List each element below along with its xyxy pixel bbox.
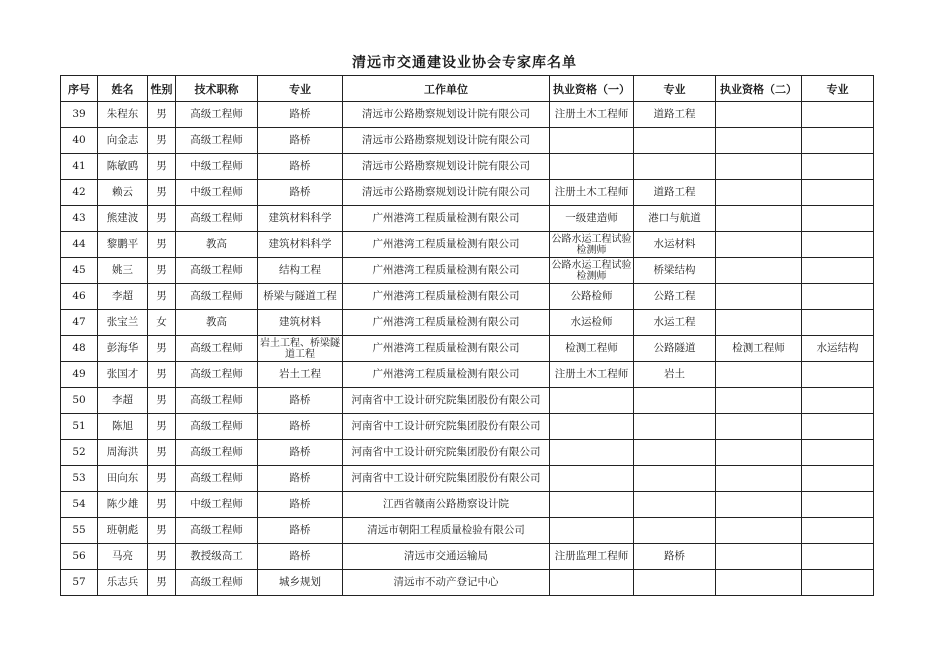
cell-qualification-1: 注册土木工程师: [550, 102, 634, 128]
cell-qualification-1: [550, 128, 634, 154]
cell-title: 中级工程师: [176, 154, 258, 180]
table-row: [61, 362, 874, 388]
cell-index: 40: [61, 128, 98, 154]
cell-gender: 男: [148, 258, 176, 284]
cell-qualification-2-major: [802, 544, 874, 570]
cell-employer: 江西省赣南公路勘察设计院: [343, 492, 550, 518]
table-header-row: [61, 76, 874, 102]
cell-qualification-1: 公路水运工程试验检测师: [551, 233, 632, 256]
header-name: 姓名: [98, 76, 148, 102]
cell-qualification-1-major: [634, 388, 716, 414]
table-row: [61, 518, 874, 544]
table-row: [61, 232, 874, 258]
cell-qualification-2: [716, 102, 802, 128]
cell-qualification-1: [550, 518, 634, 544]
cell-gender: 男: [148, 284, 176, 310]
cell-title: 高级工程师: [176, 466, 258, 492]
page-title: 清远市交通建设业协会专家库名单: [352, 55, 577, 71]
table-row: [61, 570, 874, 596]
cell-title: 高级工程师: [176, 336, 258, 362]
cell-qualification-1: [550, 414, 634, 440]
cell-qualification-2: [716, 128, 802, 154]
cell-gender: 男: [148, 102, 176, 128]
cell-major: 路桥: [258, 440, 343, 466]
cell-qualification-2: [716, 310, 802, 336]
cell-name: 张宝兰: [98, 310, 148, 336]
cell-major: 岩土工程、桥梁隧道工程: [258, 336, 343, 362]
cell-qualification-1-major: [634, 466, 716, 492]
cell-employer: 清远市朝阳工程质量检验有限公司: [343, 518, 550, 544]
expert-table: [60, 75, 874, 596]
cell-name: 熊建波: [98, 206, 148, 232]
cell-employer: 广州港湾工程质量检测有限公司: [343, 206, 550, 232]
cell-employer: 广州港湾工程质量检测有限公司: [343, 258, 550, 284]
cell-name: 李超: [98, 284, 148, 310]
cell-name: 黎鹏平: [98, 232, 148, 258]
cell-gender: 男: [148, 128, 176, 154]
cell-index: 41: [61, 154, 98, 180]
cell-qualification-1: [550, 492, 634, 518]
cell-gender: 男: [148, 388, 176, 414]
cell-qualification-1-major: [634, 492, 716, 518]
cell-title: 高级工程师: [176, 206, 258, 232]
cell-qualification-2-major: 水运结构: [802, 336, 874, 362]
cell-gender: 男: [148, 440, 176, 466]
cell-qualification-1: [550, 154, 634, 180]
cell-employer: 河南省中工设计研究院集团股份有限公司: [343, 466, 550, 492]
cell-qualification-1: [550, 466, 634, 492]
cell-qualification-2-major: [802, 440, 874, 466]
table-row: [61, 440, 874, 466]
cell-employer: 河南省中工设计研究院集团股份有限公司: [343, 388, 550, 414]
header-qualification-2-major: 专业: [802, 76, 874, 102]
cell-index: 50: [61, 388, 98, 414]
cell-gender: 女: [148, 310, 176, 336]
cell-title: 高级工程师: [176, 284, 258, 310]
cell-index: 53: [61, 466, 98, 492]
cell-title: 高级工程师: [176, 258, 258, 284]
header-employer: 工作单位: [343, 76, 550, 102]
cell-title: 高级工程师: [176, 570, 258, 596]
cell-qualification-2-major: [802, 206, 874, 232]
cell-name: 周海洪: [98, 440, 148, 466]
cell-qualification-2: [716, 180, 802, 206]
cell-qualification-1-major: 公路工程: [634, 284, 716, 310]
cell-gender: 男: [148, 232, 176, 258]
cell-employer: 清远市公路勘察规划设计院有限公司: [343, 180, 550, 206]
cell-major: 路桥: [258, 492, 343, 518]
header-index: 序号: [61, 76, 98, 102]
cell-qualification-1: 水运检师: [550, 310, 634, 336]
table-row: [61, 466, 874, 492]
cell-index: 39: [61, 102, 98, 128]
cell-index: 52: [61, 440, 98, 466]
cell-gender: 男: [148, 570, 176, 596]
cell-employer: 河南省中工设计研究院集团股份有限公司: [343, 440, 550, 466]
cell-qualification-2-major: [802, 258, 874, 284]
cell-qualification-1: [550, 570, 634, 596]
cell-qualification-2-major: [802, 310, 874, 336]
cell-qualification-2: [716, 284, 802, 310]
table-row: [61, 128, 874, 154]
cell-qualification-1: 一级建造师: [550, 206, 634, 232]
cell-index: 42: [61, 180, 98, 206]
cell-qualification-1-major: 公路隧道: [634, 336, 716, 362]
cell-gender: 男: [148, 492, 176, 518]
cell-title: 高级工程师: [176, 128, 258, 154]
table-row: [61, 180, 874, 206]
cell-qualification-1-major: [634, 154, 716, 180]
cell-qualification-1-major: [634, 128, 716, 154]
cell-qualification-1-major: 道路工程: [634, 102, 716, 128]
table-row: [61, 336, 874, 362]
cell-employer: 广州港湾工程质量检测有限公司: [343, 284, 550, 310]
cell-employer: 广州港湾工程质量检测有限公司: [343, 310, 550, 336]
cell-name: 马亮: [98, 544, 148, 570]
cell-qualification-2-major: [802, 232, 874, 258]
cell-major: 结构工程: [258, 258, 343, 284]
cell-qualification-2: [716, 466, 802, 492]
cell-qualification-2-major: [802, 284, 874, 310]
cell-index: 46: [61, 284, 98, 310]
cell-qualification-1-major: [634, 570, 716, 596]
cell-qualification-2-major: [802, 102, 874, 128]
table-body: [61, 102, 874, 596]
cell-qualification-2: [716, 544, 802, 570]
cell-name: 乐志兵: [98, 570, 148, 596]
cell-index: 48: [61, 336, 98, 362]
cell-qualification-1: 检测工程师: [550, 336, 634, 362]
header-qualification-1: 执业资格（一）: [550, 76, 634, 102]
cell-title: 高级工程师: [176, 102, 258, 128]
cell-qualification-2-major: [802, 518, 874, 544]
cell-qualification-1: 公路检师: [550, 284, 634, 310]
cell-name: 朱程东: [98, 102, 148, 128]
cell-qualification-2: [716, 154, 802, 180]
cell-title: 高级工程师: [176, 414, 258, 440]
cell-major: 路桥: [258, 544, 343, 570]
cell-qualification-2: [716, 492, 802, 518]
cell-gender: 男: [148, 466, 176, 492]
cell-qualification-2: [716, 206, 802, 232]
cell-name: 赖云: [98, 180, 148, 206]
cell-title: 高级工程师: [176, 388, 258, 414]
cell-major: 建筑材料科学: [258, 232, 343, 258]
header-major: 专业: [258, 76, 343, 102]
cell-qualification-1-major: [634, 518, 716, 544]
cell-name: 姚三: [98, 258, 148, 284]
cell-major: 建筑材料科学: [258, 206, 343, 232]
cell-major: 建筑材料: [258, 310, 343, 336]
table-row: [61, 544, 874, 570]
cell-name: 陈旭: [98, 414, 148, 440]
cell-qualification-1: 公路水运工程试验检测师: [551, 259, 632, 282]
cell-qualification-1-major: 桥梁结构: [634, 258, 716, 284]
cell-qualification-1-major: 水运材料: [634, 232, 716, 258]
cell-title: 教高: [176, 310, 258, 336]
cell-employer: 清远市不动产登记中心: [343, 570, 550, 596]
cell-major: 路桥: [258, 154, 343, 180]
cell-index: 56: [61, 544, 98, 570]
cell-employer: 广州港湾工程质量检测有限公司: [343, 232, 550, 258]
cell-qualification-2-major: [802, 414, 874, 440]
cell-index: 49: [61, 362, 98, 388]
cell-qualification-2: [716, 232, 802, 258]
table-row: [61, 154, 874, 180]
cell-employer: 清远市公路勘察规划设计院有限公司: [343, 102, 550, 128]
cell-qualification-1-major: 港口与航道: [634, 206, 716, 232]
cell-major: 路桥: [258, 128, 343, 154]
cell-major: 路桥: [258, 466, 343, 492]
cell-title: 中级工程师: [176, 180, 258, 206]
cell-major: 桥梁与隧道工程: [258, 284, 343, 310]
cell-employer: 清远市交通运输局: [343, 544, 550, 570]
table-row: [61, 102, 874, 128]
cell-major: 路桥: [258, 518, 343, 544]
cell-gender: 男: [148, 362, 176, 388]
cell-index: 51: [61, 414, 98, 440]
cell-qualification-1-major: 路桥: [634, 544, 716, 570]
cell-name: 向金志: [98, 128, 148, 154]
table-row: [61, 284, 874, 310]
cell-gender: 男: [148, 414, 176, 440]
cell-qualification-2-major: [802, 388, 874, 414]
cell-qualification-1: 注册土木工程师: [550, 180, 634, 206]
cell-qualification-2: 检测工程师: [716, 336, 802, 362]
cell-qualification-2-major: [802, 492, 874, 518]
table-row: [61, 388, 874, 414]
cell-title: 教高: [176, 232, 258, 258]
header-title: 技术职称: [176, 76, 258, 102]
cell-gender: 男: [148, 154, 176, 180]
cell-title: 高级工程师: [176, 440, 258, 466]
cell-qualification-2: [716, 440, 802, 466]
cell-index: 57: [61, 570, 98, 596]
cell-index: 45: [61, 258, 98, 284]
cell-name: 张国才: [98, 362, 148, 388]
cell-index: 44: [61, 232, 98, 258]
cell-index: 47: [61, 310, 98, 336]
cell-qualification-1: [550, 440, 634, 466]
cell-qualification-2-major: [802, 570, 874, 596]
cell-name: 陈敏鸥: [98, 154, 148, 180]
cell-name: 班朝彪: [98, 518, 148, 544]
cell-qualification-1: [550, 388, 634, 414]
cell-qualification-1-major: [634, 440, 716, 466]
cell-gender: 男: [148, 518, 176, 544]
cell-name: 陈少雄: [98, 492, 148, 518]
cell-gender: 男: [148, 180, 176, 206]
cell-qualification-2: [716, 570, 802, 596]
cell-title: 中级工程师: [176, 492, 258, 518]
cell-index: 55: [61, 518, 98, 544]
table-row: [61, 310, 874, 336]
header-gender: 性别: [148, 76, 176, 102]
cell-qualification-2: [716, 388, 802, 414]
cell-qualification-2-major: [802, 180, 874, 206]
cell-qualification-1: 注册监理工程师: [550, 544, 634, 570]
cell-gender: 男: [148, 206, 176, 232]
header-qualification-2: 执业资格（二）: [716, 76, 802, 102]
cell-qualification-2: [716, 258, 802, 284]
cell-qualification-2: [716, 414, 802, 440]
cell-name: 田向东: [98, 466, 148, 492]
table-row: [61, 258, 874, 284]
cell-employer: 广州港湾工程质量检测有限公司: [343, 362, 550, 388]
cell-employer: 河南省中工设计研究院集团股份有限公司: [343, 414, 550, 440]
cell-qualification-2-major: [802, 466, 874, 492]
table-row: [61, 414, 874, 440]
cell-qualification-1-major: 道路工程: [634, 180, 716, 206]
cell-major: 岩土工程: [258, 362, 343, 388]
cell-qualification-1-major: 水运工程: [634, 310, 716, 336]
cell-qualification-2: [716, 518, 802, 544]
cell-gender: 男: [148, 336, 176, 362]
cell-gender: 男: [148, 544, 176, 570]
cell-employer: 广州港湾工程质量检测有限公司: [343, 336, 550, 362]
cell-employer: 清远市公路勘察规划设计院有限公司: [343, 154, 550, 180]
cell-major: 路桥: [258, 180, 343, 206]
cell-qualification-1-major: [634, 414, 716, 440]
cell-qualification-2: [716, 362, 802, 388]
cell-title: 教授级高工: [176, 544, 258, 570]
cell-major: 城乡规划: [258, 570, 343, 596]
header-qualification-1-major: 专业: [634, 76, 716, 102]
cell-qualification-2-major: [802, 154, 874, 180]
cell-title: 高级工程师: [176, 518, 258, 544]
cell-title: 高级工程师: [176, 362, 258, 388]
cell-major: 路桥: [258, 102, 343, 128]
cell-name: 彭海华: [98, 336, 148, 362]
cell-employer: 清远市公路勘察规划设计院有限公司: [343, 128, 550, 154]
cell-qualification-1-major: 岩土: [634, 362, 716, 388]
cell-qualification-2-major: [802, 362, 874, 388]
cell-qualification-2-major: [802, 128, 874, 154]
table-row: [61, 492, 874, 518]
cell-index: 43: [61, 206, 98, 232]
table-row: [61, 206, 874, 232]
cell-qualification-1: 注册土木工程师: [550, 362, 634, 388]
cell-major: 路桥: [258, 414, 343, 440]
cell-index: 54: [61, 492, 98, 518]
cell-name: 李超: [98, 388, 148, 414]
cell-major: 路桥: [258, 388, 343, 414]
